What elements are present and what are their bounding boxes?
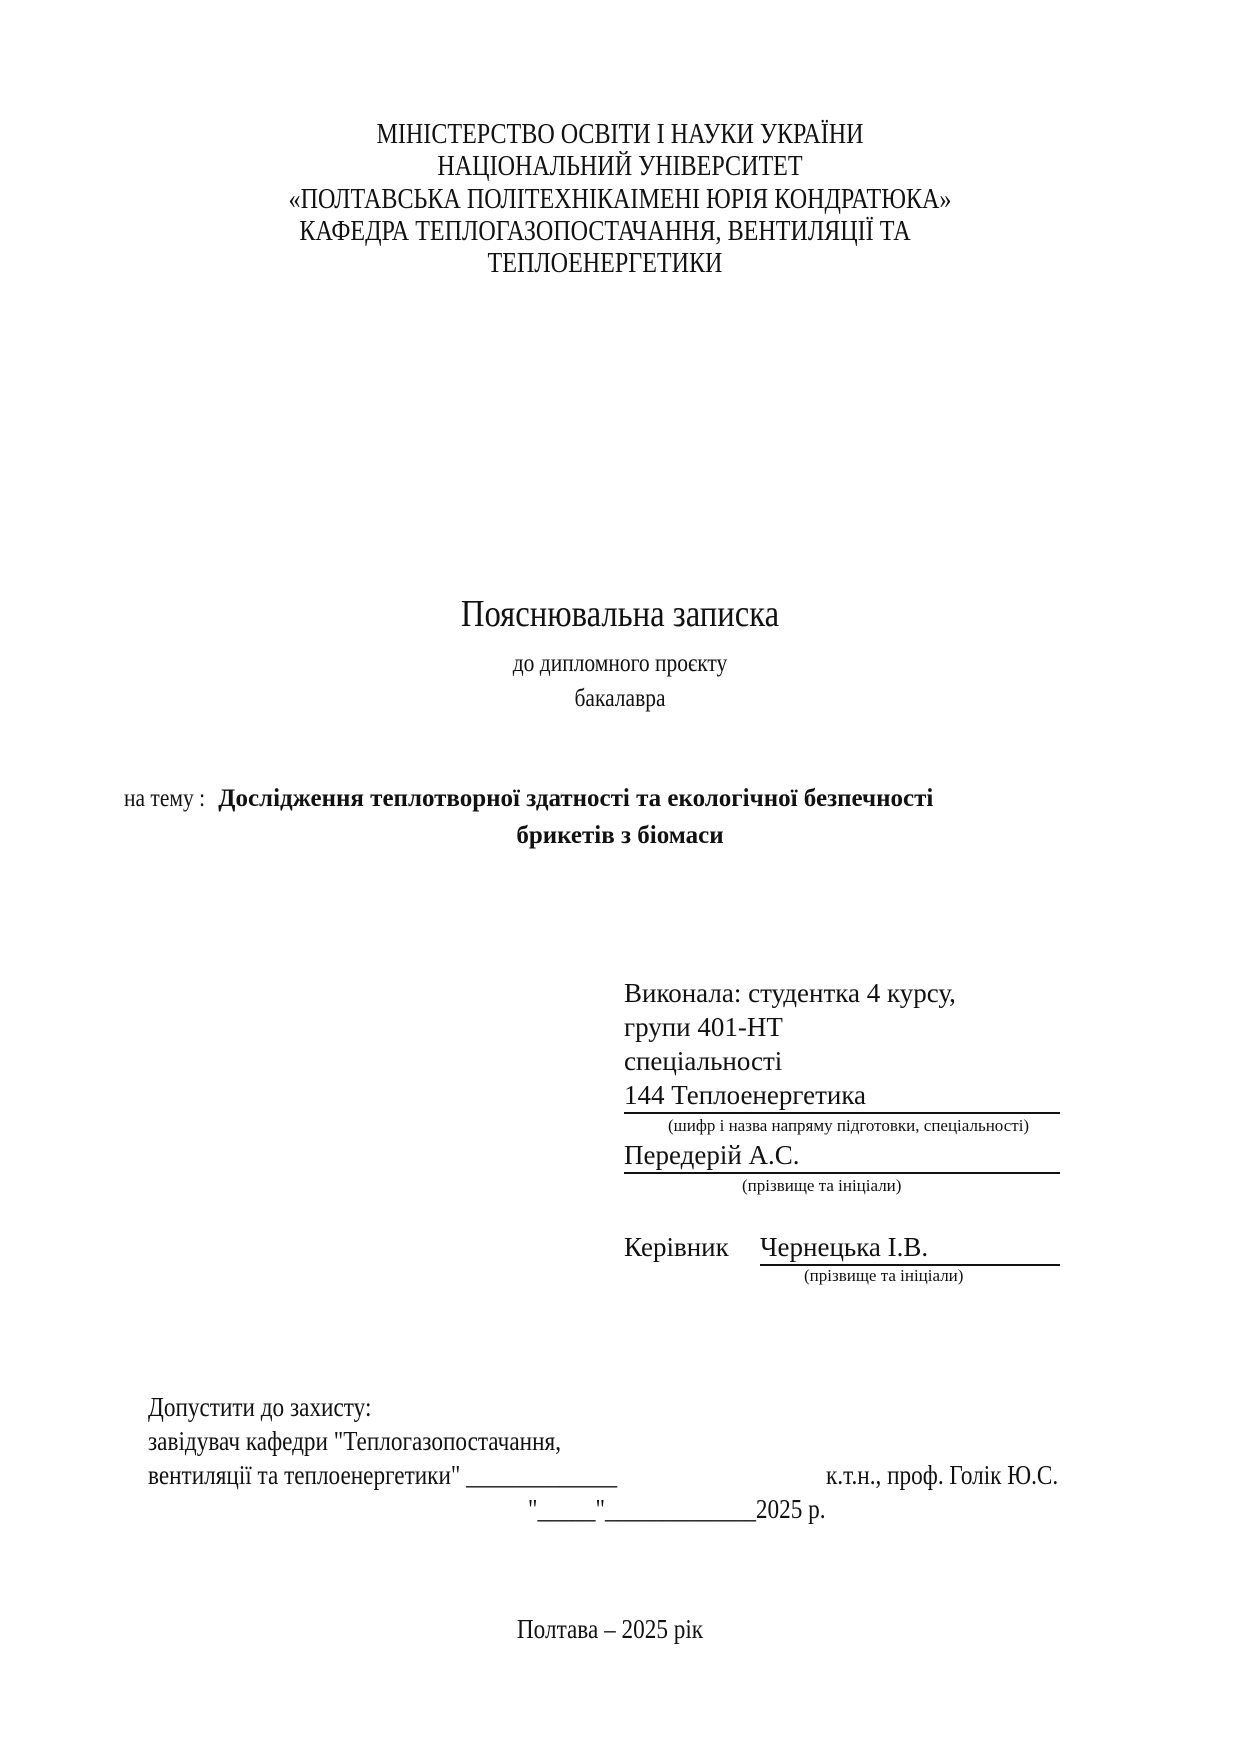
university-line: НАЦІОНАЛЬНИЙ УНІВЕРСИТЕТ [437, 151, 803, 182]
department-line-2: ТЕПЛОЕНЕРГЕТИКИ [487, 248, 723, 279]
approval-head-name: к.т.н., проф. Голік Ю.С. [826, 1460, 1059, 1490]
author-group: групи 401-НТ [624, 1012, 783, 1042]
author-specialty-label: спеціальності [624, 1046, 783, 1076]
approval-heading: Допустити до захисту: [148, 1392, 372, 1422]
topic-title-2: брикетів з біомаси [516, 822, 724, 849]
city-year: Полтава – 2025 рік [516, 1614, 704, 1644]
approval-date: "_____"_____________2025 р. [528, 1494, 826, 1524]
topic-prefix: на тему : [124, 785, 206, 812]
topic-line [124, 785, 933, 813]
subtitle-project: до дипломного проєкту [512, 650, 728, 677]
approval-head-position: завідувач кафедри "Теплогазопостачання, [148, 1426, 562, 1456]
supervisor-name [760, 1230, 1060, 1266]
author-performed: Виконала: студентка 4 курсу, [624, 978, 956, 1008]
author-name-value: Передерій А.С. [624, 1138, 1060, 1174]
specialty-caption: (шифр і назва напряму підготовки, спеціальності) [668, 1116, 1030, 1135]
subtitle-degree: бакалавра [574, 685, 666, 712]
ministry-line: МІНІСТЕРСТВО ОСВІТИ І НАУКИ УКРАЇНИ [376, 119, 864, 150]
university-name-line: «ПОЛТАВСЬКА ПОЛІТЕХНІКАІМЕНІ ЮРІЯ КОНДРАТЮКА» [288, 184, 952, 215]
author-name [624, 1138, 1060, 1174]
topic-line-2 [0, 822, 1240, 850]
topic-title-1: Дослідження теплотворної здатності та екологічної безпечності [218, 785, 934, 812]
supervisor-label: Керівник [624, 1232, 729, 1262]
author-specialty [624, 1078, 1060, 1114]
department-line: КАФЕДРА ТЕПЛОГАЗОПОСТАЧАННЯ, ВЕНТИЛЯЦІЇ ТА [299, 216, 911, 247]
approval-department: вентиляції та теплоенергетики" _____________ [148, 1460, 618, 1490]
page-title: Пояснювальна записка [460, 593, 780, 635]
author-name-caption: (прізвище та ініціали) [742, 1176, 902, 1195]
supervisor-name-value: Чернецька І.В. [760, 1230, 1060, 1266]
specialty-value: 144 Теплоенергетика [624, 1078, 1060, 1114]
supervisor-name-caption: (прізвище та ініціали) [804, 1266, 964, 1285]
